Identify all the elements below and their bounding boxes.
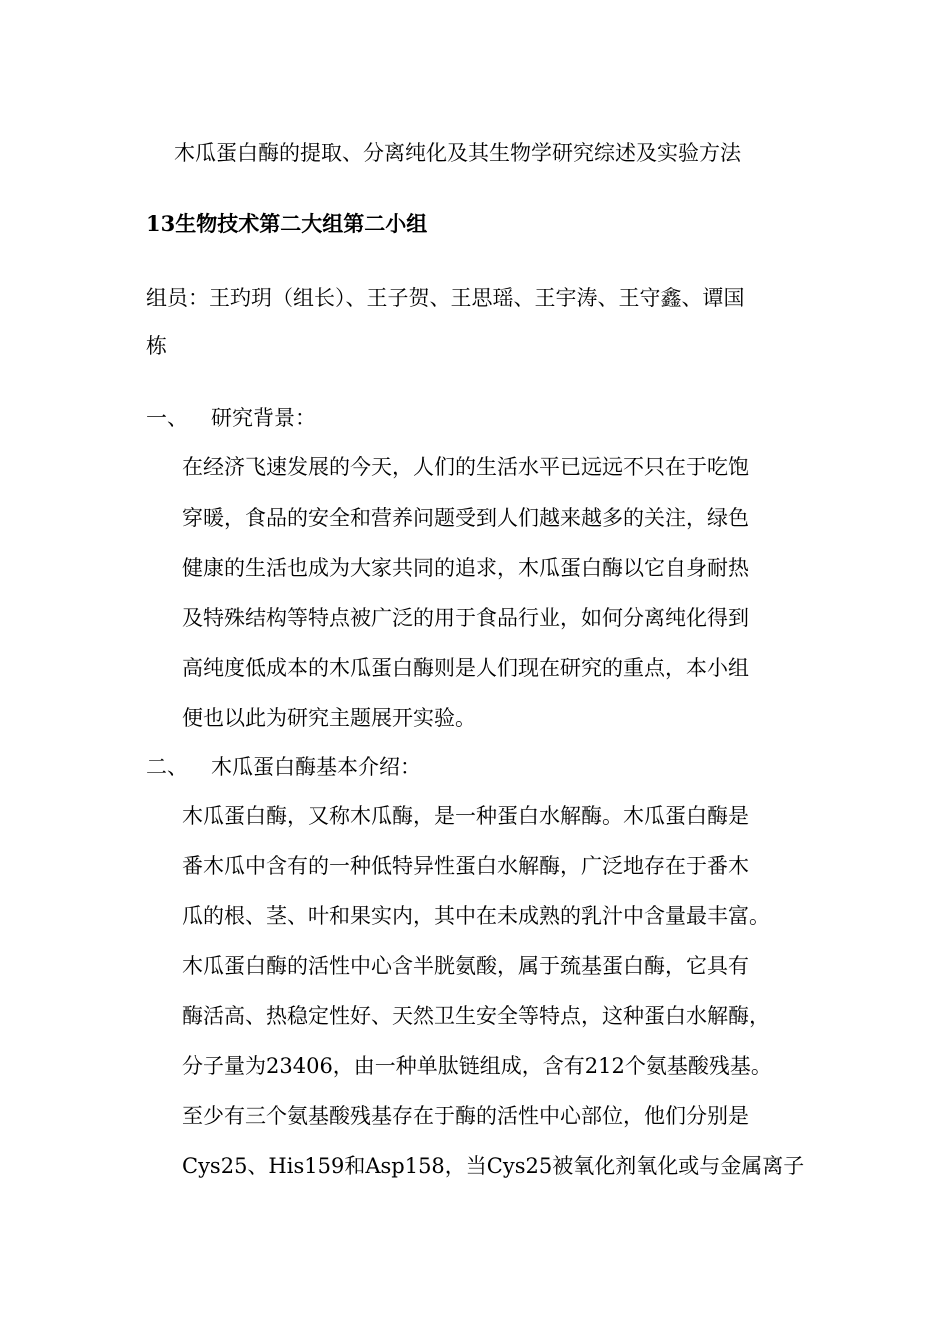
section-2-line: 至少有三个氨基酸残基存在于酶的活性中心部位，他们分别是 (182, 1104, 749, 1128)
section-2-line: 分子量为23406，由一种单肽链组成，含有212个氨基酸残基。 (182, 1054, 772, 1078)
section-2-line: 木瓜蛋白酶，又称木瓜酶，是一种蛋白水解酶。木瓜蛋白酶是 (182, 804, 749, 828)
section-1-line: 高纯度低成本的木瓜蛋白酶则是人们现在研究的重点，本小组 (182, 656, 749, 680)
section-1-line: 穿暖，食品的安全和营养问题受到人们越来越多的关注，绿色 (182, 506, 749, 530)
members-line-1: 组员：王玓玥（组长）、王子贺、王思瑶、王宇涛、王守鑫、谭国 (146, 286, 745, 310)
section-1-heading: 研究背景： (211, 406, 316, 430)
section-1-line: 及特殊结构等特点被广泛的用于食品行业，如何分离纯化得到 (182, 606, 749, 630)
section-2-line: 酶活高、热稳定性好、天然卫生安全等特点，这种蛋白水解酶， (182, 1004, 770, 1028)
section-1-line: 便也以此为研究主题展开实验。 (182, 706, 476, 730)
section-2-line: 番木瓜中含有的一种低特异性蛋白水解酶，广泛地存在于番木 (182, 854, 749, 878)
section-2-line: 木瓜蛋白酶的活性中心含半胱氨酸，属于巯基蛋白酶，它具有 (182, 954, 749, 978)
group-name: 13生物技术第二大组第二小组 (146, 211, 428, 236)
document-title: 木瓜蛋白酶的提取、分离纯化及其生物学研究综述及实验方法 (174, 141, 741, 165)
members-line-2: 栋 (146, 334, 167, 358)
section-1-line: 在经济飞速发展的今天，人们的生活水平已远远不只在于吃饱 (182, 455, 749, 479)
section-1-line: 健康的生活也成为大家共同的追求，木瓜蛋白酶以它自身耐热 (182, 556, 749, 580)
section-2-number: 二、 (146, 755, 188, 779)
section-2-line: Cys25、His159和Asp158，当Cys25被氧化剂氧化或与金属离子 (182, 1154, 805, 1178)
section-2-line: 瓜的根、茎、叶和果实内，其中在未成熟的乳汁中含量最丰富。 (182, 904, 770, 928)
section-1-number: 一、 (146, 406, 188, 430)
section-2-heading: 木瓜蛋白酶基本介绍： (211, 755, 421, 779)
